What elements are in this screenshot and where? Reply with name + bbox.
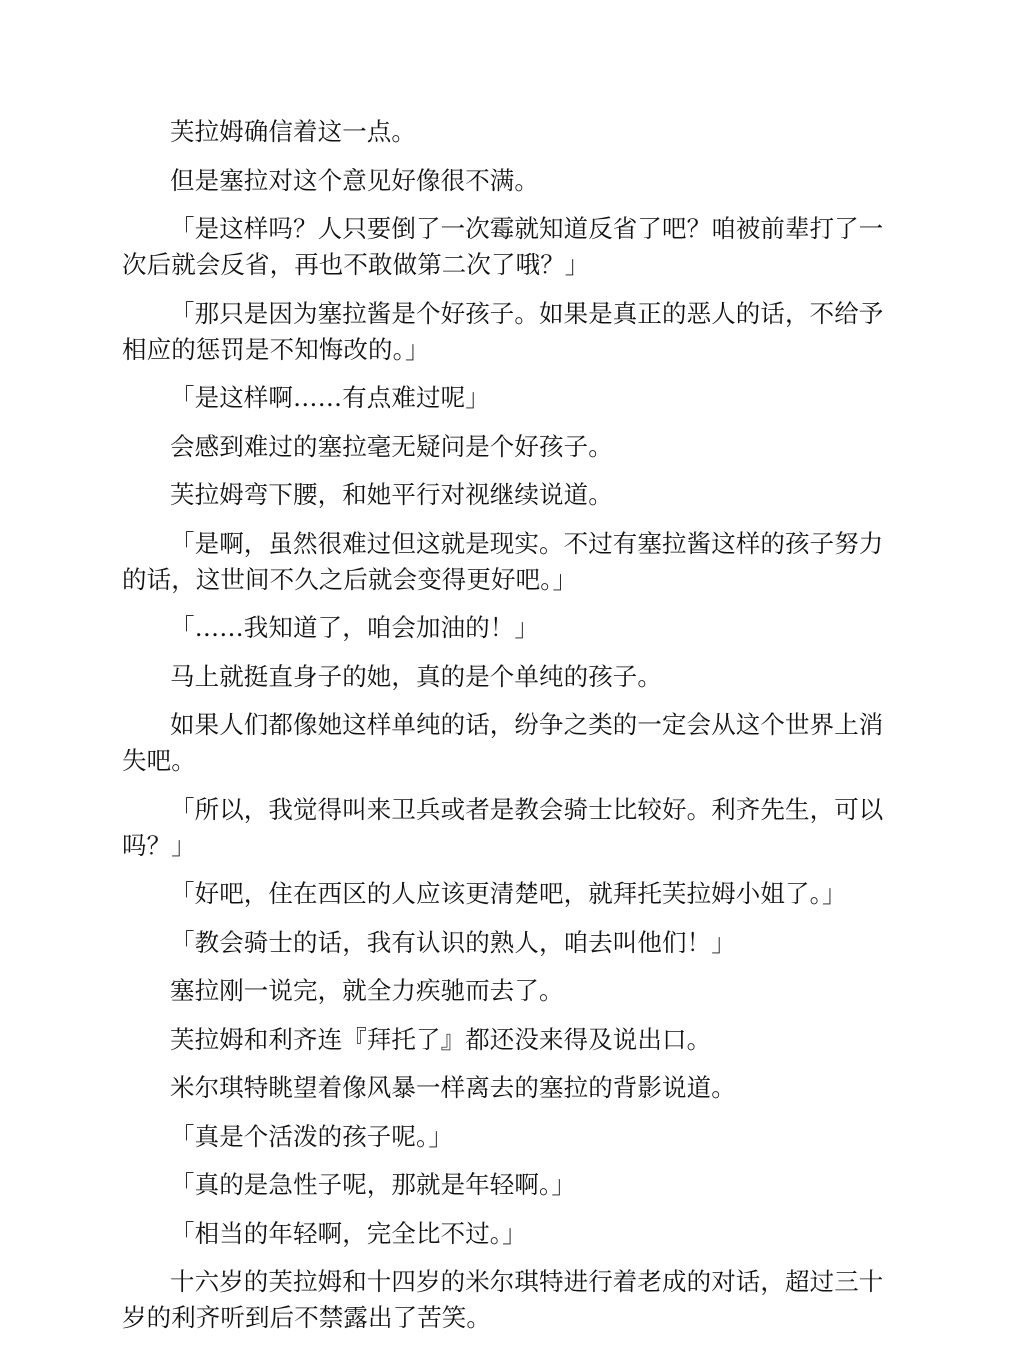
paragraph: 「所以，我觉得叫来卫兵或者是教会骑士比较好。利齐先生，可以吗？」 — [122, 794, 884, 860]
paragraph: 「……我知道了，咱会加油的！」 — [170, 613, 539, 642]
paragraph: 马上就挺直身子的她，真的是个单纯的孩子。 — [170, 661, 662, 691]
paragraph: 十六岁的芙拉姆和十四岁的米尔琪特进行着老成的对话，超过三十岁的利齐听到后不禁露出了苦笑。 — [122, 1267, 884, 1332]
paragraph: 芙拉姆确信着这一点。 — [170, 117, 416, 146]
paragraph: 「是这样啊……有点难过呢」 — [170, 383, 490, 412]
paragraph: 「教会骑士的话，我有认识的熟人，咱去叫他们！」 — [170, 927, 736, 957]
paragraph: 米尔琪特眺望着像风暴一样离去的塞拉的背影说道。 — [170, 1073, 736, 1102]
paragraph: 「真是个活泼的孩子呢。」 — [170, 1121, 453, 1151]
paragraph: 会感到难过的塞拉毫无疑问是个好孩子。 — [170, 431, 613, 461]
paragraph: 「那只是因为塞拉酱是个好孩子。如果是真正的恶人的话，不给予相应的惩罚是不知悔改的。」 — [122, 298, 884, 364]
text-body — [122, 114, 898, 1349]
paragraph: 「相当的年轻啊，完全比不过。」 — [170, 1218, 527, 1248]
paragraph: 但是塞拉对这个意见好像很不满。 — [170, 165, 539, 195]
paragraph: 「真的是急性子呢，那就是年轻啊。」 — [170, 1170, 576, 1199]
paragraph: 塞拉刚一说完，就全力疾驰而去了。 — [170, 976, 564, 1005]
paragraph: 「是这样吗？人只要倒了一次霉就知道反省了吧？咱被前辈打了一次后就会反省，再也不敢做第二次了哦？」 — [122, 214, 884, 279]
paragraph: 「好吧，住在西区的人应该更清楚吧，就拜托芙拉姆小姐了。」 — [170, 879, 847, 908]
paragraph: 「是啊，虽然很难过但这就是现实。不过有塞拉酱这样的孩子努力的话，这世间不久之后就会变得更好吧。」 — [122, 528, 884, 594]
paragraph: 如果人们都像她这样单纯的话，纷争之类的一定会从这个世界上消失吧。 — [122, 710, 884, 775]
paragraph: 芙拉姆和利齐连『拜托了』都还没来得及说出口。 — [170, 1024, 712, 1054]
paragraph: 芙拉姆弯下腰，和她平行对视继续说道。 — [170, 480, 613, 509]
